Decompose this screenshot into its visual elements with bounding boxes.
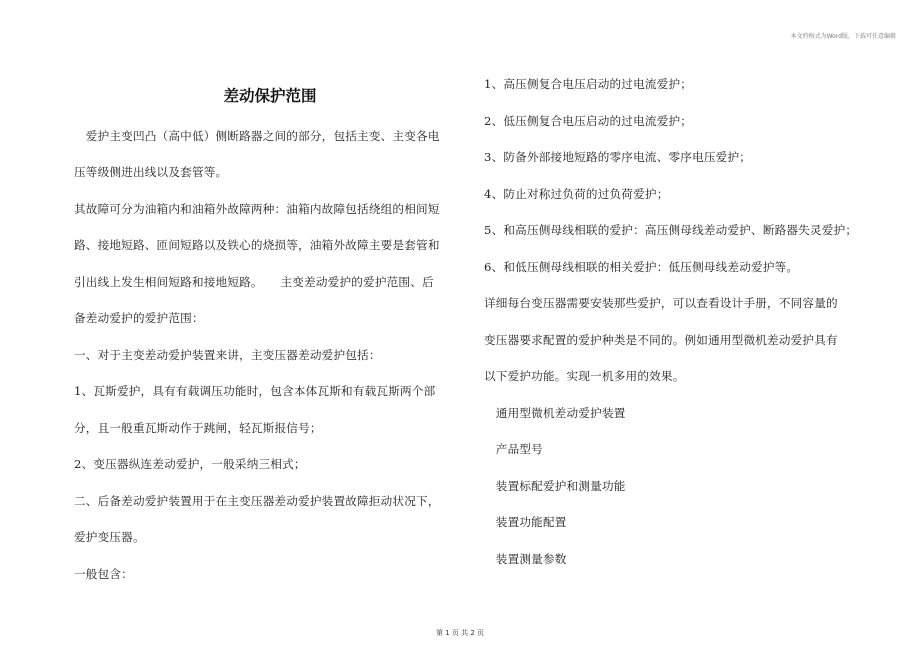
paragraph-line: 二、后备差动爱护装置用于在主变压器差动爱护装置故障拒动状况下， [74,494,440,508]
subheading: 通用型微机差动爱护装置 [484,406,626,420]
paragraph-line: 变压器要求配置的爱护种类是不同的。例如通用型微机差动爱护具有 [484,333,838,347]
subheading: 装置测量参数 [484,552,567,566]
document-title: 差动保护范围 [223,87,317,105]
paragraph-line: 一、对于主变差动爱护装置来讲，主变压器差动爱护包括： [74,348,381,362]
paragraph-line: 备差动爱护的爱护范围： [74,311,204,325]
subheading: 产品型号 [484,442,543,456]
paragraph-line: 压等级侧进出线以及套管等。 [74,165,228,179]
list-item: 2、低压侧复合电压启动的过电流爱护； [484,114,693,128]
paragraph-line: 引出线上发生相间短路和接地短路。 主变差动爱护的爱护范围、后 [74,275,434,289]
paragraph-line: 详细每台变压器需要安装那些爱护，可以查看设计手册，不同容量的 [484,296,838,310]
subheading: 装置功能配置 [484,515,567,529]
list-item: 5、和高压侧母线相联的爱护：高压侧母线差动爱护、断路器失灵爱护； [484,223,858,237]
paragraph-line: 其故障可分为油箱内和油箱外故障两种：油箱内故障包括绕组的相间短 [74,202,440,216]
list-item: 6、和低压侧母线相联的相关爱护：低压侧母线差动爱护等。 [484,260,799,274]
paragraph-line: 2、变压器纵连差动爱护，一般采纳三相式； [74,457,306,471]
list-item: 4、防止对称过负荷的过负荷爱护； [484,187,669,201]
paragraph-line: 一般包含： [74,567,133,581]
list-item: 1、高压侧复合电压启动的过电流爱护； [484,77,693,91]
paragraph-line: 路、接地短路、匝间短路以及铁心的烧损等，油箱外故障主要是套管和 [74,238,440,252]
subheading: 装置标配爱护和测量功能 [484,479,626,493]
header-note: 本文档格式为Word版，下载可任意编辑 [790,33,896,40]
paragraph-line: 分，且一般重瓦斯动作于跳闸，轻瓦斯报信号； [74,421,322,435]
paragraph-line: 以下爱护功能。实现一机多用的效果。 [484,369,685,383]
paragraph-line: 爱护主变凹凸（高中低）侧断路器之间的部分，包括主变、主变各电 [74,129,440,143]
paragraph-line: 1、瓦斯爱护，具有有载调压功能时，包含本体瓦斯和有载瓦斯两个部 [74,384,436,398]
page-footer: 第 1 页 共 2 页 [435,629,485,637]
list-item: 3、防备外部接地短路的零序电流、零序电压爱护； [484,150,752,164]
paragraph-line: 爱护变压器。 [74,530,145,544]
